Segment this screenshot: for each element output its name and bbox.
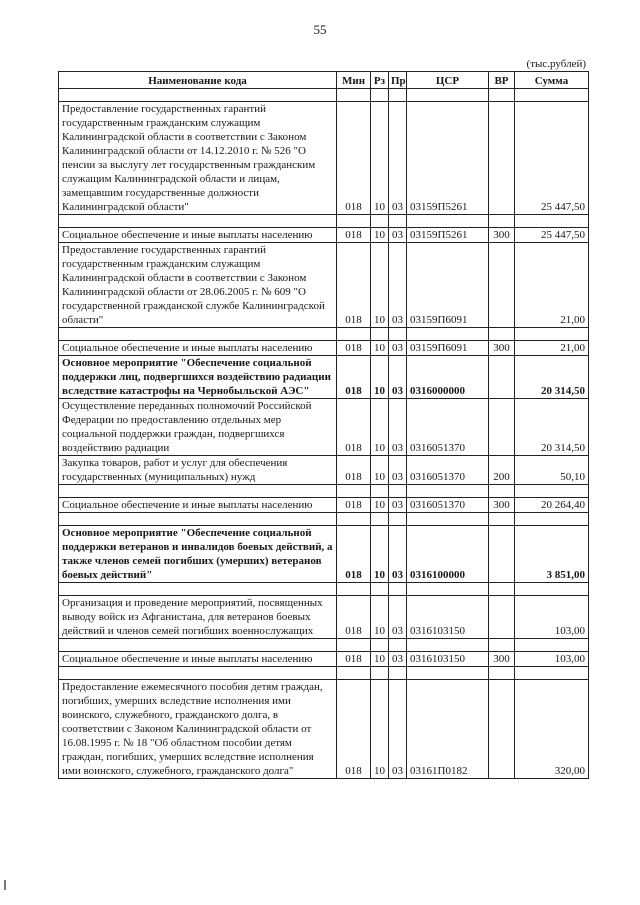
row-vr xyxy=(489,356,515,399)
row-vr xyxy=(489,526,515,583)
row-sum: 20 314,50 xyxy=(515,356,589,399)
row-vr: 200 xyxy=(489,456,515,485)
table-row xyxy=(59,680,589,779)
row-min: 018 xyxy=(337,596,371,639)
row-sum: 50,10 xyxy=(515,456,589,485)
row-pr: 03 xyxy=(389,526,407,583)
row-min: 018 xyxy=(337,102,371,215)
spacer-row xyxy=(59,667,589,680)
table-row-bold xyxy=(59,526,589,583)
row-rz: 10 xyxy=(371,399,389,456)
budget-table xyxy=(58,71,589,779)
row-pr: 03 xyxy=(389,228,407,243)
table-row-bold xyxy=(59,356,589,399)
row-sum: 103,00 xyxy=(515,652,589,667)
spacer-row xyxy=(59,215,589,228)
row-vr xyxy=(489,399,515,456)
row-name: Социальное обеспечение и иные выплаты населению xyxy=(59,498,337,513)
table-row xyxy=(59,596,589,639)
row-vr: 300 xyxy=(489,652,515,667)
row-min: 018 xyxy=(337,456,371,485)
row-sum: 20 314,50 xyxy=(515,399,589,456)
row-rz: 10 xyxy=(371,243,389,328)
spacer-row xyxy=(59,583,589,596)
row-vr: 300 xyxy=(489,228,515,243)
row-csr: 0316103150 xyxy=(407,596,489,639)
row-name: Предоставление ежемесячного пособия детям граждан, погибших, умерших вследствие исполнения ими воинского, служебного, гражданского долга, в соответствии с Законом Калининградской области от 16.08.1995 г. № 18 "Об областном пособии детям граждан, погибших, умерших вследствие исполнения ими воинского, служебного, гражданского долга" xyxy=(59,680,337,779)
scan-edge-mark xyxy=(4,880,6,890)
spacer-row xyxy=(59,328,589,341)
row-csr: 0316051370 xyxy=(407,498,489,513)
row-name: Социальное обеспечение и иные выплаты населению xyxy=(59,228,337,243)
row-csr: 0316051370 xyxy=(407,399,489,456)
table-row xyxy=(59,399,589,456)
row-rz: 10 xyxy=(371,456,389,485)
row-min: 018 xyxy=(337,399,371,456)
row-csr: 03159П6091 xyxy=(407,243,489,328)
row-vr: 300 xyxy=(489,341,515,356)
row-pr: 03 xyxy=(389,341,407,356)
row-vr xyxy=(489,680,515,779)
row-sum: 21,00 xyxy=(515,243,589,328)
row-min: 018 xyxy=(337,228,371,243)
row-name: Предоставление государственных гарантий государственным гражданским служащим Калининградской области в соответствии с Законом Калининградской области от 28.06.2005 г. № 609 "О государственной гражданской службе Калининградской области" xyxy=(59,243,337,328)
row-pr: 03 xyxy=(389,652,407,667)
row-rz: 10 xyxy=(371,680,389,779)
row-sum: 25 447,50 xyxy=(515,102,589,215)
row-pr: 03 xyxy=(389,456,407,485)
row-rz: 10 xyxy=(371,102,389,215)
row-sum: 21,00 xyxy=(515,341,589,356)
table-row xyxy=(59,228,589,243)
spacer-row xyxy=(59,639,589,652)
row-name: Основное мероприятие "Обеспечение социальной поддержки лиц, подвергшихся воздействию радиации вследствие катастрофы на Чернобыльской АЭС" xyxy=(59,356,337,399)
table-row xyxy=(59,456,589,485)
row-pr: 03 xyxy=(389,596,407,639)
row-rz: 10 xyxy=(371,526,389,583)
spacer-row xyxy=(59,89,589,102)
row-rz: 10 xyxy=(371,228,389,243)
row-pr: 03 xyxy=(389,498,407,513)
row-rz: 10 xyxy=(371,498,389,513)
table-row xyxy=(59,652,589,667)
row-rz: 10 xyxy=(371,596,389,639)
row-min: 018 xyxy=(337,243,371,328)
row-csr: 03159П5261 xyxy=(407,102,489,215)
row-csr: 0316051370 xyxy=(407,456,489,485)
header-csr: ЦСР xyxy=(407,72,489,89)
row-pr: 03 xyxy=(389,399,407,456)
row-csr: 0316000000 xyxy=(407,356,489,399)
row-name: Организация и проведение мероприятий, посвященных выводу войск из Афганистана, для ветеранов боевых действий и членов семей погибших военнослужащих xyxy=(59,596,337,639)
spacer-row xyxy=(59,485,589,498)
header-vr: ВР xyxy=(489,72,515,89)
table-header-row xyxy=(59,72,589,89)
row-vr xyxy=(489,596,515,639)
row-csr: 0316103150 xyxy=(407,652,489,667)
row-min: 018 xyxy=(337,526,371,583)
row-name: Социальное обеспечение и иные выплаты населению xyxy=(59,341,337,356)
row-pr: 03 xyxy=(389,243,407,328)
row-name: Предоставление государственных гарантий государственным гражданским служащим Калининградской области в соответствии с Законом Калининградской области от 14.12.2010 г. № 526 "О пенсии за выслугу лет государственным гражданским служащим Калининградской области и лицам, замещавшим государственные должности Калининградской области" xyxy=(59,102,337,215)
row-vr: 300 xyxy=(489,498,515,513)
row-csr: 03159П5261 xyxy=(407,228,489,243)
row-sum: 25 447,50 xyxy=(515,228,589,243)
spacer-row xyxy=(59,513,589,526)
header-name: Наименование кода xyxy=(59,72,337,89)
row-vr xyxy=(489,243,515,328)
row-name: Основное мероприятие "Обеспечение социальной поддержки ветеранов и инвалидов боевых действий, а также членов семей погибших (умерших) ветеранов боевых действий" xyxy=(59,526,337,583)
row-pr: 03 xyxy=(389,356,407,399)
page-number: 55 xyxy=(313,22,327,37)
row-sum: 103,00 xyxy=(515,596,589,639)
row-min: 018 xyxy=(337,341,371,356)
header-min: Мин xyxy=(337,72,371,89)
row-rz: 10 xyxy=(371,652,389,667)
row-name: Осуществление переданных полномочий Российской Федерации по предоставлению отдельных мер социальной поддержки граждан, подвергшихся воздействию радиации xyxy=(59,399,337,456)
row-min: 018 xyxy=(337,680,371,779)
row-pr: 03 xyxy=(389,680,407,779)
header-rz: Рз xyxy=(371,72,389,89)
row-min: 018 xyxy=(337,498,371,513)
header-sum: Сумма xyxy=(515,72,589,89)
row-rz: 10 xyxy=(371,356,389,399)
row-min: 018 xyxy=(337,652,371,667)
header-pr: Пр xyxy=(389,72,407,89)
row-csr: 03159П6091 xyxy=(407,341,489,356)
table-row xyxy=(59,341,589,356)
row-name: Социальное обеспечение и иные выплаты населению xyxy=(59,652,337,667)
row-csr: 0316100000 xyxy=(407,526,489,583)
table-row xyxy=(59,102,589,215)
unit-note: (тыс.рублей) xyxy=(526,58,586,70)
table-row xyxy=(59,243,589,328)
table-row xyxy=(59,498,589,513)
row-rz: 10 xyxy=(371,341,389,356)
row-name: Закупка товаров, работ и услуг для обеспечения государственных (муниципальных) нужд xyxy=(59,456,337,485)
row-vr xyxy=(489,102,515,215)
row-sum: 20 264,40 xyxy=(515,498,589,513)
row-pr: 03 xyxy=(389,102,407,215)
row-min: 018 xyxy=(337,356,371,399)
row-sum: 3 851,00 xyxy=(515,526,589,583)
row-sum: 320,00 xyxy=(515,680,589,779)
row-csr: 03161П0182 xyxy=(407,680,489,779)
